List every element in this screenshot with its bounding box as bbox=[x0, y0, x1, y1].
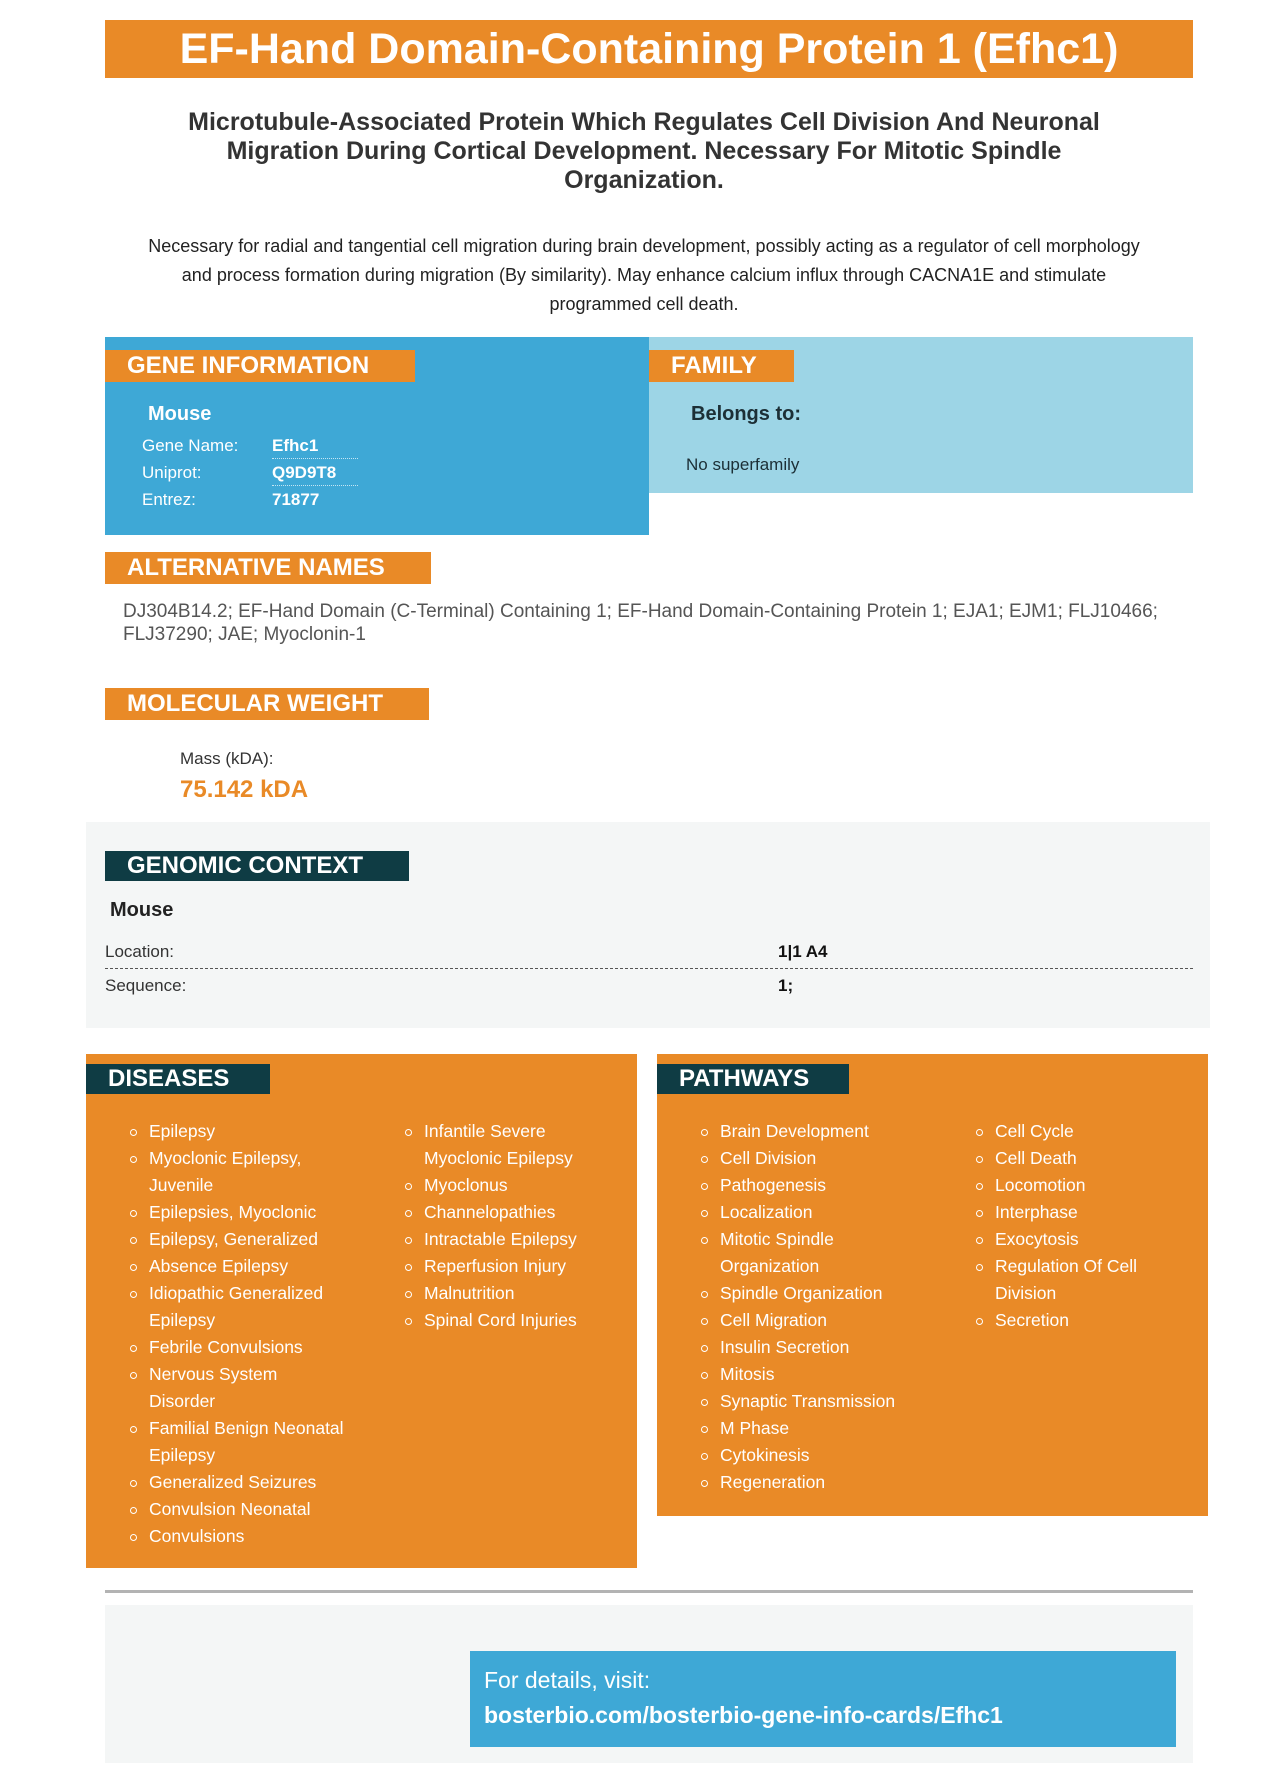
pathway-item: Cell Migration bbox=[701, 1307, 916, 1334]
pathway-item: Spindle Organization bbox=[701, 1280, 916, 1307]
pathway-item: Mitosis bbox=[701, 1361, 916, 1388]
pathway-item: Exocytosis bbox=[976, 1226, 1151, 1253]
entrez-key: Entrez: bbox=[142, 490, 196, 509]
disease-item: Spinal Cord Injuries bbox=[405, 1307, 610, 1334]
alternative-names-text: DJ304B14.2; EF-Hand Domain (C-Terminal) Containing 1; EF-Hand Domain-Containing Protein 1; EJA1; EJM1; FLJ10466; FLJ37290; JAE; Myoclonin-1 bbox=[123, 601, 1158, 645]
pathway-item: M Phase bbox=[701, 1415, 916, 1442]
pathway-item: Locomotion bbox=[976, 1172, 1151, 1199]
mass-value: 75.142 kDA bbox=[180, 776, 309, 803]
gene-name-row bbox=[140, 432, 358, 459]
disease-item: Channelopathies bbox=[405, 1199, 610, 1226]
disease-item: Familial Benign Neonatal Epilepsy bbox=[130, 1415, 345, 1469]
disease-item: Epilepsies, Myoclonic bbox=[130, 1199, 345, 1226]
pathway-item: Brain Development bbox=[701, 1118, 916, 1145]
protein-description: Necessary for radial and tangential cell migration during brain development, possibly acting as a regulator of cell morphology and process formation during migration (By similarity). May enhance calcium influx through CACNA1E and stimulate programmed cell death. bbox=[148, 236, 1140, 314]
mass-label: Mass (kDA): bbox=[180, 749, 274, 768]
molecular-weight-heading: MOLECULAR WEIGHT bbox=[105, 688, 429, 720]
alternative-names-heading: ALTERNATIVE NAMES bbox=[105, 552, 431, 584]
genomic-context-table bbox=[105, 935, 1193, 1002]
pathway-item: Localization bbox=[701, 1199, 916, 1226]
gene-species: Mouse bbox=[148, 403, 212, 425]
gene-info-table bbox=[140, 432, 358, 513]
entrez-row bbox=[140, 486, 358, 513]
protein-subtitle: Microtubule-Associated Protein Which Regulates Cell Division And Neuronal Migration During Cortical Development. Necessary For Mitotic Spindle Organization. bbox=[188, 108, 1100, 194]
disease-item: Epilepsy bbox=[130, 1118, 345, 1145]
disease-item: Reperfusion Injury bbox=[405, 1253, 610, 1280]
uniprot-row bbox=[140, 459, 358, 486]
details-url-link[interactable]: bosterbio.com/bosterbio-gene-info-cards/Efhc1 bbox=[484, 1702, 1003, 1728]
pathway-item: Secretion bbox=[976, 1307, 1151, 1334]
disease-item: Myoclonus bbox=[405, 1172, 610, 1199]
pathway-item: Cell Cycle bbox=[976, 1118, 1151, 1145]
pathway-item: Cell Death bbox=[976, 1145, 1151, 1172]
disease-item: Intractable Epilepsy bbox=[405, 1226, 610, 1253]
gene-information-heading: GENE INFORMATION bbox=[105, 350, 415, 382]
pathway-item: Regeneration bbox=[701, 1469, 916, 1496]
pathways-list-col1 bbox=[701, 1118, 916, 1496]
uniprot-value: Q9D9T8 bbox=[272, 459, 358, 486]
details-prompt: For details, visit: bbox=[484, 1667, 651, 1693]
disease-item: Convulsions bbox=[130, 1523, 345, 1550]
disease-item: Infantile Severe Myoclonic Epilepsy bbox=[405, 1118, 610, 1172]
disease-item: Myoclonic Epilepsy, Juvenile bbox=[130, 1145, 345, 1199]
genomic-context-heading: GENOMIC CONTEXT bbox=[105, 851, 409, 881]
disease-item: Nervous System Disorder bbox=[130, 1361, 345, 1415]
family-value: No superfamily bbox=[686, 455, 800, 474]
pathways-list-col2 bbox=[976, 1118, 1151, 1334]
gene-name-key: Gene Name: bbox=[142, 436, 239, 455]
sequence-key: Sequence: bbox=[105, 976, 187, 995]
gene-name-value: Efhc1 bbox=[272, 432, 358, 459]
family-belongs-to: Belongs to: bbox=[691, 403, 801, 425]
sequence-value: 1; bbox=[778, 976, 794, 995]
diseases-heading: DISEASES bbox=[86, 1064, 270, 1094]
pathway-item: Pathogenesis bbox=[701, 1172, 916, 1199]
page-title: EF-Hand Domain-Containing Protein 1 (Efhc1) bbox=[105, 20, 1193, 78]
details-link-box[interactable] bbox=[470, 1651, 1176, 1747]
disease-item: Generalized Seizures bbox=[130, 1469, 345, 1496]
disease-item: Malnutrition bbox=[405, 1280, 610, 1307]
diseases-list-col2 bbox=[405, 1118, 610, 1334]
pathway-item: Synaptic Transmission bbox=[701, 1388, 916, 1415]
pathway-item: Insulin Secretion bbox=[701, 1334, 916, 1361]
location-value: 1|1 A4 bbox=[778, 942, 828, 961]
diseases-list-col1 bbox=[130, 1118, 345, 1550]
family-heading: FAMILY bbox=[649, 350, 794, 382]
disease-item: Absence Epilepsy bbox=[130, 1253, 345, 1280]
location-row bbox=[105, 935, 1193, 969]
pathway-item: Interphase bbox=[976, 1199, 1151, 1226]
entrez-value: 71877 bbox=[272, 490, 320, 509]
pathway-item: Cell Division bbox=[701, 1145, 916, 1172]
genomic-species: Mouse bbox=[110, 899, 174, 921]
pathway-item: Mitotic Spindle Organization bbox=[701, 1226, 916, 1280]
disease-item: Idiopathic Generalized Epilepsy bbox=[130, 1280, 345, 1334]
disease-item: Epilepsy, Generalized bbox=[130, 1226, 345, 1253]
footer-divider bbox=[105, 1590, 1193, 1593]
location-key: Location: bbox=[105, 942, 174, 961]
pathway-item: Cytokinesis bbox=[701, 1442, 916, 1469]
disease-item: Febrile Convulsions bbox=[130, 1334, 345, 1361]
disease-item: Convulsion Neonatal bbox=[130, 1496, 345, 1523]
sequence-row bbox=[105, 969, 1193, 1002]
pathway-item: Regulation Of Cell Division bbox=[976, 1253, 1151, 1307]
pathways-heading: PATHWAYS bbox=[657, 1064, 849, 1094]
uniprot-key: Uniprot: bbox=[142, 463, 202, 482]
